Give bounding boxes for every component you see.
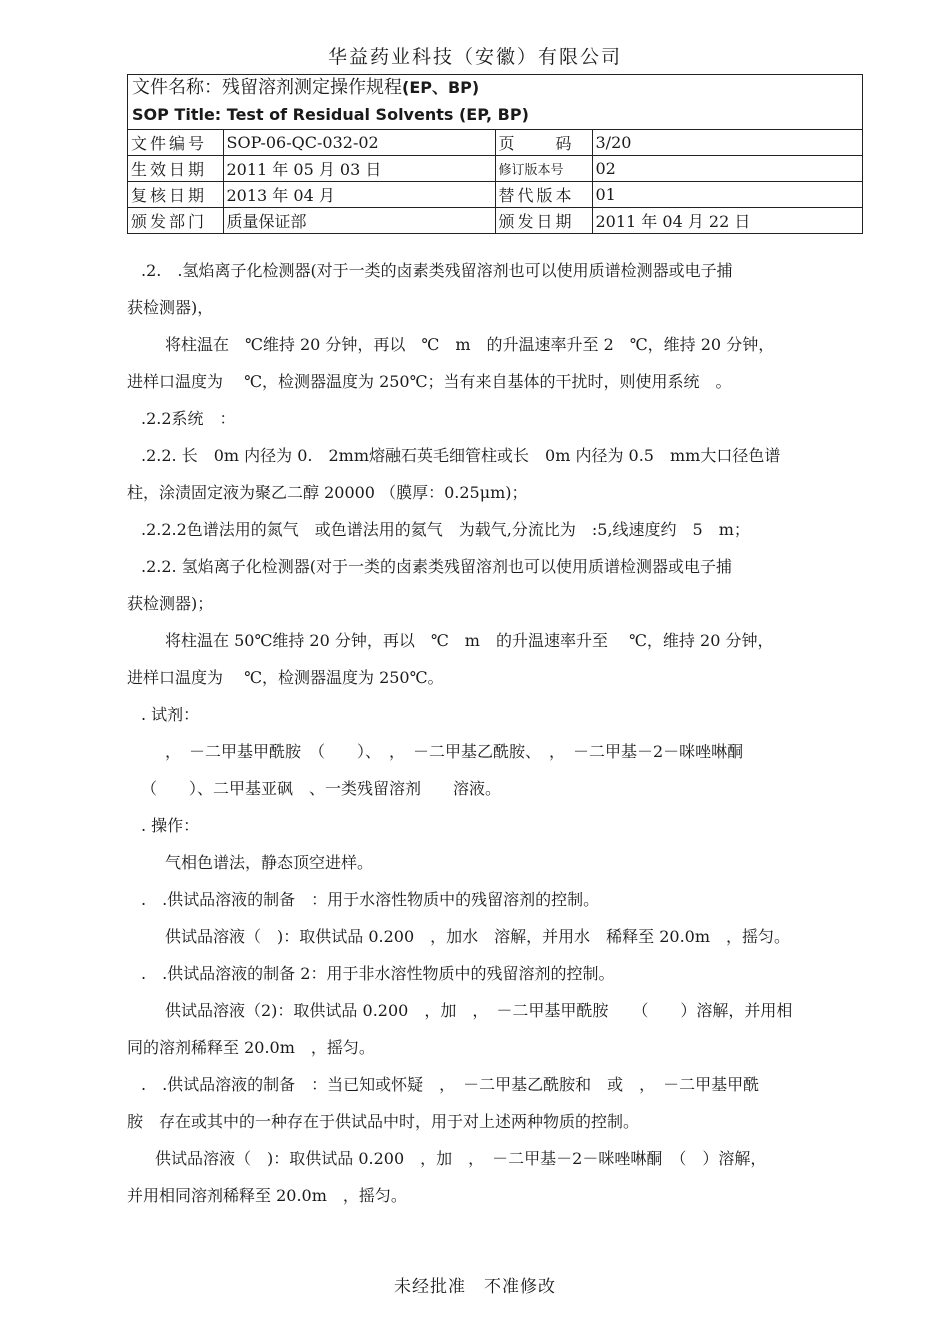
title-cn-code: (EP、BP) [402, 78, 480, 97]
body-line: 获检测器)， [127, 298, 214, 317]
body-line: 获检测器)； [127, 594, 214, 613]
page-value: 3/20 [592, 130, 862, 156]
body-line: .2.2系统 ： [141, 409, 236, 428]
meta-row [128, 156, 862, 182]
body-line: 气相色谱法，静态顶空进样。 [165, 853, 374, 872]
meta-row [128, 182, 862, 208]
effective-date-label: 生效日期 [128, 156, 223, 182]
body-line: 并用相同溶剂稀释至 20.0m ，摇匀。 [127, 1186, 407, 1205]
body-line: . 试剂： [141, 705, 200, 724]
doc-number-label: 文件编号 [128, 130, 223, 156]
body-line: . .供试品溶液的制备 ：用于水溶性物质中的残留溶剂的控制。 [141, 890, 600, 909]
body-line: 将柱温在 50℃维持 20 分钟，再以 ℃ m 的升温速率升至 ℃，维持 20 分钟， [165, 631, 774, 650]
body-line: 供试品溶液（ )：取供试品 0.200 ，加水 溶解，并用水 稀释至 20.0m ，摇匀。 [165, 927, 791, 946]
title-block [128, 75, 862, 130]
body-line: .2.2. 氢焰离子化检测器(对于一类的卤素类残留溶剂也可以使用质谱检测器或电子捕 [141, 557, 732, 576]
footer-notice: 未经批准 不准修改 [394, 1277, 556, 1297]
body-line: ， －二甲基甲酰胺 （ ）、 ， －二甲基乙酰胺、 ， －二甲基－2－咪唑啉酮 [165, 742, 744, 761]
meta-row [128, 130, 862, 156]
meta-table [128, 130, 862, 233]
body-line: . .供试品溶液的制备 2：用于非水溶性物质中的残留溶剂的控制。 [141, 964, 615, 983]
body-line: 供试品溶液（ )：取供试品 0.200 ，加 ， －二甲基－2－咪唑啉酮 （ ）溶解， [155, 1149, 767, 1168]
review-date-label: 复核日期 [128, 182, 223, 208]
body-line: . .供试品溶液的制备 ：当已知或怀疑 ， －二甲基乙酰胺和 或 ， －二甲基甲酰 [141, 1075, 760, 1094]
issue-dept-value: 质量保证部 [223, 208, 495, 234]
replace-version-label: 替代版本 [495, 182, 592, 208]
body-line: .2.2. 长 0m 内径为 0. 2mm熔融石英毛细管柱或长 0m 内径为 0.5 mm大口径色谱 [141, 446, 781, 465]
body-line: . 操作： [141, 816, 200, 835]
replace-version-value: 01 [592, 182, 862, 208]
document-body [127, 252, 862, 1214]
revision-value: 02 [592, 156, 862, 182]
title-cn [132, 75, 858, 101]
company-name: 华益药业科技（安徽）有限公司 [327, 46, 622, 68]
issue-dept-label: 颁发部门 [128, 208, 223, 234]
body-line: 供试品溶液（2)：取供试品 0.200 ，加 ， －二甲基甲酰胺 （ ）溶解，并用相 [165, 1001, 793, 1020]
body-line: 同的溶剂稀释至 20.0m ，摇匀。 [127, 1038, 375, 1057]
body-line: 胺 存在或其中的一种存在于供试品中时，用于对上述两种物质的控制。 [127, 1112, 640, 1131]
doc-number-value: SOP-06-QC-032-02 [223, 130, 495, 156]
title-cn-text: 文件名称：残留溶剂测定操作规程 [132, 77, 402, 98]
issue-date-value: 2011 年 04 月 22 日 [595, 212, 751, 231]
effective-date-value: 2011 年 05 月 03 日 [223, 156, 495, 182]
body-line: 进样口温度为 ℃，检测器温度为 250℃。 [127, 668, 444, 687]
body-line: .2. .氢焰离子化检测器(对于一类的卤素类残留溶剂也可以使用质谱检测器或电子捕 [141, 261, 733, 280]
meta-row [128, 208, 862, 234]
body-line: 进样口温度为 ℃，检测器温度为 250℃；当有来自基体的干扰时，则使用系统 。 [127, 372, 732, 391]
body-line: 将柱温在 ℃维持 20 分钟，再以 ℃ m 的升温速率升至 2 ℃，维持 20 分钟， [165, 335, 775, 354]
body-line: 柱，涂渍固定液为聚乙二醇 20000 （膜厚：0.25μm)； [127, 483, 528, 502]
page-label: 页 码 [495, 130, 592, 156]
review-date-value: 2013 年 04 月 [223, 182, 495, 208]
issue-date-label: 颁发日期 [495, 208, 592, 234]
title-en: SOP Title: Test of Residual Solvents (EP, BP) [132, 105, 529, 124]
document-header-table [127, 74, 863, 234]
body-line: （ ）、二甲基亚砜 、一类残留溶剂 溶液。 [141, 779, 502, 798]
revision-label: 修订版本号 [495, 156, 592, 182]
body-line: .2.2.2色谱法用的氮气 或色谱法用的氦气 为载气,分流比为 :5,线速度约 5 m； [141, 520, 750, 539]
